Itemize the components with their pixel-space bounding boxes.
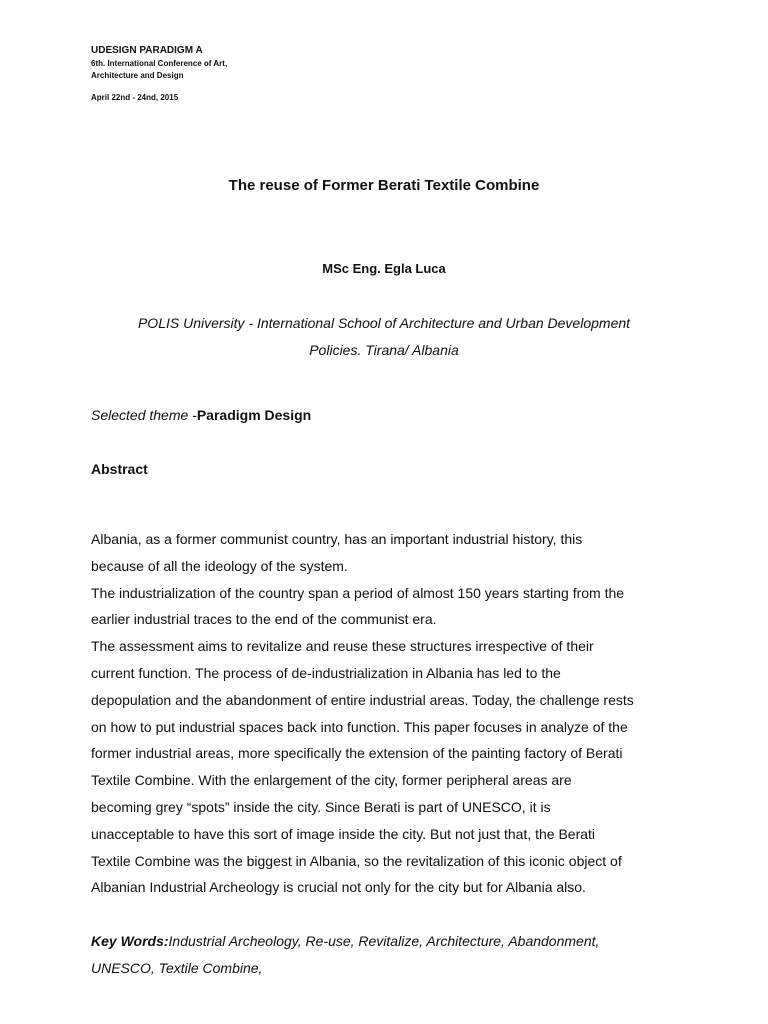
theme-value: Paradigm Design bbox=[196, 407, 312, 423]
paper-title: The reuse of Former Berati Textile Combine bbox=[228, 177, 540, 194]
abstract-line: earlier industrial traces to the end of the communist era. bbox=[91, 611, 437, 628]
selected-theme bbox=[91, 406, 311, 424]
abstract-line: Textile Combine was the biggest in Albania, so the revitalization of this iconic object of bbox=[91, 852, 622, 869]
abstract-line: Albanian Industrial Archeology is crucial not only for the city but for Albania also. bbox=[91, 879, 586, 896]
abstract-heading: Abstract bbox=[91, 461, 148, 477]
abstract-line: current function. The process of de-industrialization in Albania has led to the bbox=[91, 664, 561, 681]
affiliation-line1: POLIS University - International School of Architecture and Urban Development bbox=[137, 315, 631, 331]
affiliation-line2: Policies. Tirana/ Albania bbox=[309, 342, 459, 358]
keywords-label: Key Words: bbox=[91, 933, 169, 949]
conference-subtitle-line2: Architecture and Design bbox=[91, 71, 184, 80]
conference-name: UDESIGN PARADIGM A bbox=[91, 45, 203, 56]
abstract-line: becoming grey “spots” inside the city. Since Berati is part of UNESCO, it is bbox=[91, 798, 551, 815]
abstract-line: former industrial areas, more specifically the extension of the painting factory of Berati bbox=[91, 745, 623, 762]
abstract-line: The industrialization of the country span a period of almost 150 years starting from the bbox=[91, 584, 625, 601]
abstract-line: Textile Combine. With the enlargement of the city, former peripheral areas are bbox=[91, 772, 572, 789]
abstract-line: unacceptable to have this sort of image inside the city. But not just that, the Berati bbox=[91, 825, 596, 842]
abstract-line: depopulation and the abandonment of entire industrial areas. Today, the challenge rests bbox=[91, 691, 634, 708]
conference-dates: April 22nd - 24nd, 2015 bbox=[91, 93, 179, 102]
conference-subtitle-line1: 6th. International Conference of Art, bbox=[91, 59, 228, 68]
keywords-line2: UNESCO, Textile Combine, bbox=[91, 959, 263, 976]
abstract-line: on how to put industrial spaces back into function. This paper focuses in analyze of the bbox=[91, 718, 628, 735]
paper-author: MSc Eng. Egla Luca bbox=[322, 261, 446, 276]
theme-label: Selected theme - bbox=[91, 407, 197, 423]
keywords-text-1: Industrial Archeology, Re-use, Revitalize, Architecture, Abandonment, bbox=[168, 933, 600, 949]
abstract-line: Albania, as a former communist country, has an important industrial history, this bbox=[91, 531, 583, 547]
abstract-line: The assessment aims to revitalize and reuse these structures irrespective of their bbox=[91, 638, 594, 655]
keywords-line1 bbox=[91, 928, 691, 955]
abstract-line: because of all the ideology of the system. bbox=[91, 557, 348, 574]
abstract-body bbox=[91, 526, 691, 901]
keywords bbox=[91, 928, 691, 982]
